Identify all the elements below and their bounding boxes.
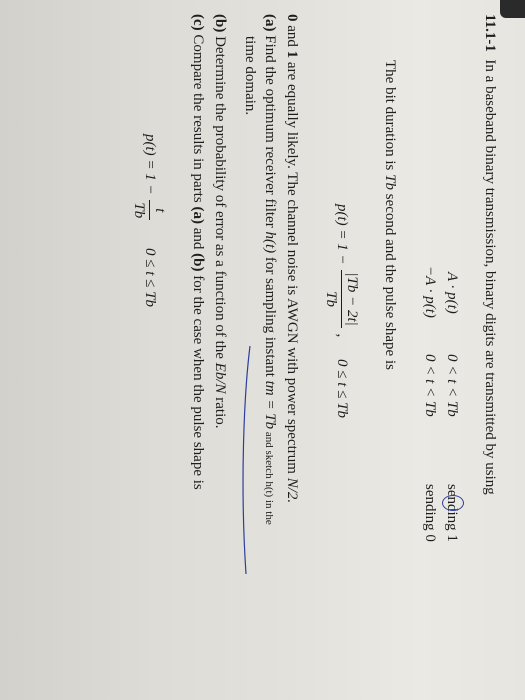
signal-1-expr: A · p(t): [444, 272, 460, 314]
page-corner-shadow: [500, 0, 525, 18]
ink-underline-mark: [2, 14, 502, 694]
part-a-line-2: time domain.: [242, 36, 258, 116]
pulse-equation-2: p(t) = 1 − t Tb 0 ≤ t ≤ Tb: [131, 134, 168, 307]
problem-text-block: [2, 14, 502, 694]
signal-1-range: 0 < t < Tb: [444, 354, 460, 417]
problem-intro: In a baseband binary transmission, binary digits are transmitted by using: [482, 59, 498, 495]
part-c-line: (c) Compare the results in parts (a) and (b) for the case when the pulse shape is: [190, 14, 206, 490]
equally-likely-line: 0 and 1 are equally likely. The channel noise is AWGN with power spectrum N/2.: [284, 14, 300, 504]
pulse1-fraction: |Tb − 2t| Tb: [323, 272, 360, 326]
part-b-line: (b) Determine the probability of error as a function of the Eb/N ratio.: [212, 14, 228, 429]
problem-number: 11.1-1: [482, 14, 498, 52]
part-a-line-1: (a) Find the optimum receiver filter h(t) for sampling instant tm = Tb and sketch h(t) in the: [262, 14, 278, 525]
signal-1-label: sending 1: [444, 484, 460, 542]
pulse2-fraction: t Tb: [131, 202, 168, 219]
signal-2-label: sending 0: [422, 484, 438, 542]
pulse-equation-1: p(t) = 1 − |Tb − 2t| Tb , 0 ≤ t ≤ Tb: [323, 204, 360, 419]
signal-2-range: 0 < t < Tb: [422, 354, 438, 417]
bit-duration-text: The bit duration is Tb second and the pulse shape is: [382, 60, 398, 370]
signal-2-expr: −A · p(t): [422, 266, 438, 318]
